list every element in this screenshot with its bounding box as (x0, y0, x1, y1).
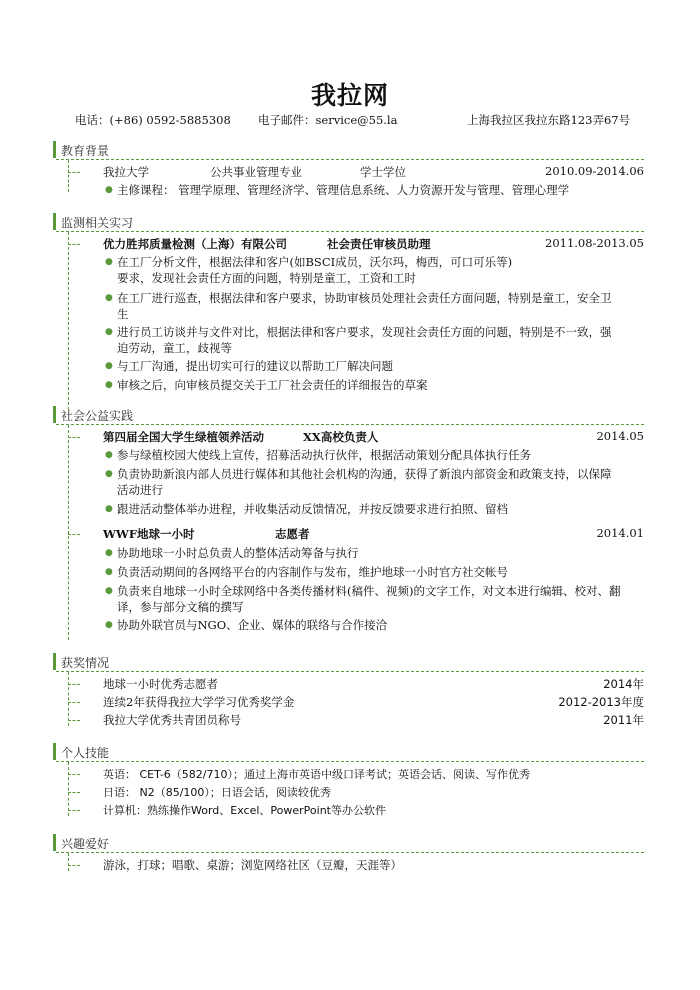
list-item (105, 564, 652, 580)
tree-tick (68, 172, 80, 173)
tree-tick (68, 534, 80, 535)
bullet-icon: ● (105, 361, 113, 371)
skill-english: 英语： CET-6（582/710）；通过上海市英语中级口译考试；英语会话、阅读、写作优秀 (103, 768, 530, 781)
list-item (105, 545, 652, 561)
bullet-text: 生 (117, 307, 129, 321)
hobbies-text: 游泳，打球；唱歌、桌游；浏览网络社区（豆瓣，天涯等） (103, 858, 402, 872)
tree-tick (68, 774, 80, 775)
activity-date: 2014.05 (596, 429, 644, 443)
bullet-icon: ● (105, 620, 113, 630)
section-title-hobbies: 兴趣爱好 (61, 837, 110, 851)
tree-tick (68, 810, 80, 811)
section-title-skills: 个人技能 (61, 746, 110, 760)
tree-line (68, 160, 69, 192)
skill-computer: 计算机：熟练操作Word、Excel、PowerPoint等办公软件 (103, 804, 386, 817)
tree-tick (68, 684, 80, 685)
education-major: 公共事业管理专业 (210, 165, 302, 179)
internship-company: 优力胜邦质量检测（上海）有限公司 (103, 237, 287, 251)
bullet-text: 迫劳动，童工，歧视等 (117, 341, 232, 355)
award-text: 我拉大学优秀共青团员称号 (103, 713, 241, 727)
section-marker (53, 213, 56, 230)
list-item (105, 617, 652, 633)
list-item (105, 254, 652, 286)
list-item (105, 358, 652, 374)
section-divider (56, 159, 644, 160)
activity-role: XX高校负责人 (303, 430, 379, 444)
bullet-text: 负责来自地球一小时全球网络中各类传播材料(稿件、视频)的文字工作，对文本进行编辑、校对、翻 (117, 584, 621, 598)
bullet-text: 协助地球一小时总负责人的整体活动筹备与执行 (117, 546, 359, 560)
list-item (105, 583, 652, 615)
award-text: 地球一小时优秀志愿者 (103, 677, 218, 691)
award-year: 2014年 (603, 677, 644, 691)
bullet-text: 审核之后，向审核员提交关于工厂社会责任的详细报告的草案 (117, 378, 428, 392)
section-marker (53, 653, 56, 670)
section-title-education: 教育背景 (61, 144, 110, 158)
bullet-text: 跟进活动整体举办进程，并收集活动反馈情况，并按反馈要求进行拍照、留档 (117, 502, 508, 516)
bullet-text: 负责活动期间的各网络平台的内容制作与发布，维护地球一小时官方社交帐号 (117, 565, 508, 579)
section-marker (53, 834, 56, 851)
internship-period: 2011.08-2013.05 (545, 236, 644, 250)
bullet-icon: ● (105, 380, 113, 390)
bullet-icon: ● (105, 469, 113, 479)
bullet-text: 在工厂进行巡查，根据法律和客户要求，协助审核员处理社会责任方面问题，特别是童工，安全卫 (117, 291, 612, 305)
education-school: 我拉大学 (103, 165, 149, 179)
bullet-icon: ● (105, 450, 113, 460)
section-divider (56, 852, 644, 853)
internship-position: 社会责任审核员助理 (327, 237, 431, 251)
courses-text: 主修课程： 管理学原理、管理经济学、管理信息系统、人力资源开发与管理、管理心理学 (117, 183, 570, 197)
bullet-text: 与工厂沟通，提出切实可行的建议以帮助工厂解决问题 (117, 359, 393, 373)
tree-tick (68, 437, 80, 438)
bullet-text: 参与绿植校园大使线上宣传，招募活动执行伙伴，根据活动策划分配具体执行任务 (117, 448, 531, 462)
bullet-text: 在工厂分析文件，根据法律和客户(如BSCI成员，沃尔玛，梅西，可口可乐等) (117, 255, 513, 269)
list-item (105, 466, 652, 498)
award-year: 2011年 (603, 713, 644, 727)
section-title-awards: 获奖情况 (61, 656, 110, 670)
tree-tick (68, 244, 80, 245)
education-period: 2010.09-2014.06 (545, 164, 644, 178)
bullet-icon: ● (105, 586, 113, 596)
tree-tick (68, 720, 80, 721)
tree-tick (68, 702, 80, 703)
section-divider (56, 231, 644, 232)
tree-line (68, 232, 69, 410)
education-degree: 学士学位 (360, 165, 406, 179)
bullet-text: 协助外联官员与NGO、企业、媒体的联络与合作接洽 (117, 618, 388, 632)
bullet-icon: ● (105, 185, 113, 195)
award-text: 连续2年获得我拉大学学习优秀奖学金 (103, 695, 295, 709)
tree-line (68, 672, 69, 726)
section-title-internship: 监测相关实习 (61, 216, 134, 230)
bullet-icon: ● (105, 293, 113, 303)
tree-line (68, 425, 69, 640)
award-year: 2012-2013年度 (558, 695, 644, 709)
bullet-text: 译，参与部分文稿的撰写 (117, 600, 244, 614)
list-item (105, 324, 652, 356)
tree-tick (68, 865, 80, 866)
contact-phone: 电话：(+86) 0592-5885308 (75, 113, 231, 127)
activity-date: 2014.01 (596, 526, 644, 540)
section-divider (56, 761, 644, 762)
tree-line (68, 853, 69, 871)
tree-tick (68, 792, 80, 793)
bullet-text: 要求，发现社会责任方面的问题，特别是童工，工资和工时 (117, 271, 416, 285)
activity-name: WWF地球一小时 (103, 527, 195, 541)
section-marker (53, 743, 56, 760)
tree-line (68, 762, 69, 816)
section-marker (53, 406, 56, 423)
education-courses (105, 182, 652, 198)
section-title-social: 社会公益实践 (61, 409, 134, 423)
section-divider (56, 671, 644, 672)
bullet-icon: ● (105, 504, 113, 514)
resume-name: 我拉网 (310, 81, 389, 110)
section-divider (56, 424, 644, 425)
bullet-text: 进行员工访谈并与文件对比，根据法律和客户要求，发现社会责任方面的问题，特别是不一致，强 (117, 325, 612, 339)
list-item (105, 377, 652, 393)
list-item (105, 501, 652, 517)
list-item (105, 447, 652, 463)
list-item (105, 290, 652, 322)
skill-japanese: 日语： N2（85/100）；日语会话，阅读较优秀 (103, 786, 331, 799)
bullet-text: 活动进行 (117, 483, 163, 497)
bullet-icon: ● (105, 327, 113, 337)
contact-email: 电子邮件：service@55.la (258, 113, 398, 127)
activity-role: 志愿者 (275, 527, 310, 541)
bullet-icon: ● (105, 548, 113, 558)
section-marker (53, 141, 56, 158)
contact-address: 上海我拉区我拉东路123弄67号 (467, 113, 631, 127)
bullet-icon: ● (105, 257, 113, 267)
activity-name: 第四届全国大学生绿植领养活动 (103, 430, 264, 444)
bullet-icon: ● (105, 567, 113, 577)
bullet-text: 负责协助新浪内部人员进行媒体和其他社会机构的沟通，获得了新浪内部资金和政策支持，以保障 (117, 467, 612, 481)
